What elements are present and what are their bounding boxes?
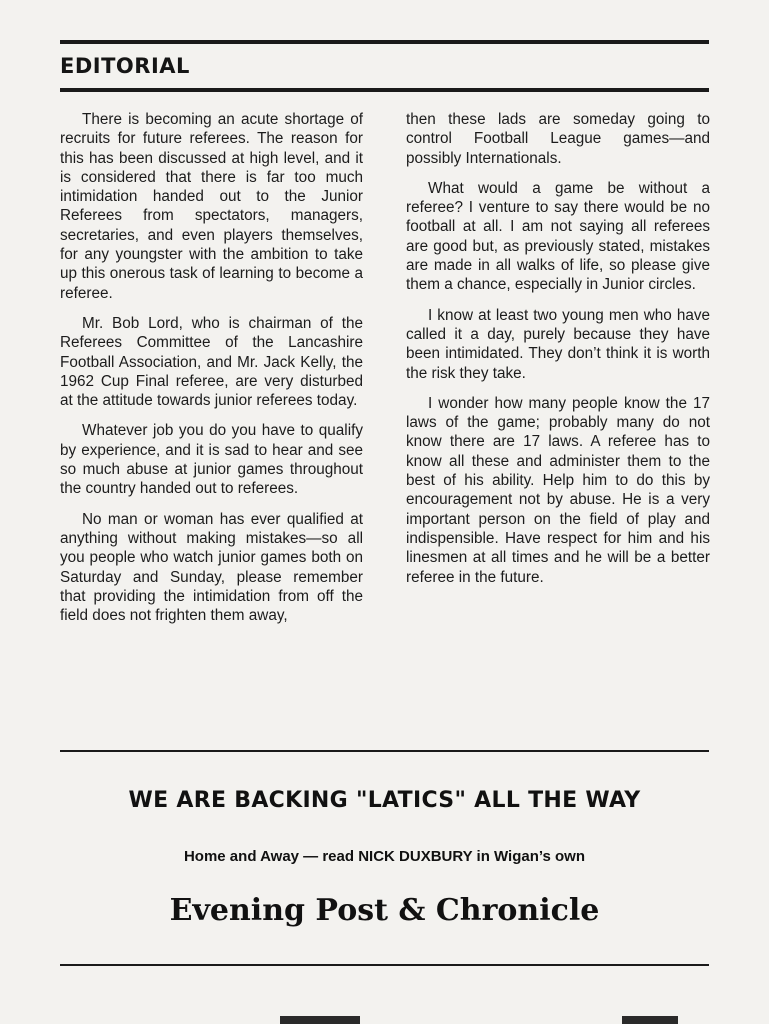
footer-mark-left	[280, 1016, 360, 1024]
right-paragraph-2: I know at least two young men who have called it a day, purely because they have been intimidated. They don’t think it is worth the risk they take.	[406, 306, 710, 382]
advert-subline: Home and Away — read NICK DUXBURY in Wigan’s own	[183, 848, 586, 865]
right-paragraph-continued: then these lads are someday going to control Football League games—and possibly Internationals.	[406, 111, 710, 167]
left-paragraph-3: Whatever job you do you have to qualify by experience, and it is sad to hear and see so much abuse at junior games throughout the country handed out to referees.	[60, 422, 363, 498]
right-paragraph-1: What would a game be without a referee? I venture to say there would be no football at all. I am not saying all referees are good but, as previously stated, mistakes are made in all walks of life, so please give them a chance, especially in Junior circles.	[406, 179, 710, 294]
left-paragraph-1: There is becoming an acute shortage of recruits for future referees. The reason for this has been discussed at high level, and it is considered that there is far too much intimidation handed out to the Junior Referees from spectators, managers, secretaries, and even players themselves, for any youngster with the ambition to take up this onerous task of learning to become a referee.	[60, 111, 363, 302]
section-divider-rule	[60, 750, 709, 752]
footer-mark-right	[622, 1016, 678, 1024]
right-paragraph-3: I wonder how many people know the 17 laws of the game; probably many do not know there are 17 laws. A referee has to know all these and administer them to the best of his ability. Help him to do this by encouragement not by abuse. He is a very important person on the field of play and indispensible. Have respect for him and his linesmen at all times and he will be a better referee in the future.	[406, 394, 710, 586]
heading-underline-rule	[60, 88, 709, 92]
bottom-rule	[60, 964, 709, 966]
editorial-left-column	[60, 110, 363, 636]
top-rule	[60, 40, 709, 44]
left-paragraph-2: Mr. Bob Lord, who is chairman of the Referees Committee of the Lancashire Football Association, and Mr. Jack Kelly, the 1962 Cup Final referee, are very disturbed at the attitude towards junior referees today.	[60, 314, 363, 410]
advert-slogan: WE ARE BACKING "LATICS" ALL THE WAY	[128, 788, 641, 813]
newspaper-masthead: Evening Post & Chronicle	[169, 893, 600, 928]
left-paragraph-4: No man or woman has ever qualified at anything without making mistakes—so all you people who watch junior games both on Saturday and Sunday, please remember that providing the intimidation from off the field does not frighten them away,	[60, 510, 363, 625]
editorial-right-column	[406, 110, 710, 598]
editorial-heading: EDITORIAL	[60, 54, 190, 78]
